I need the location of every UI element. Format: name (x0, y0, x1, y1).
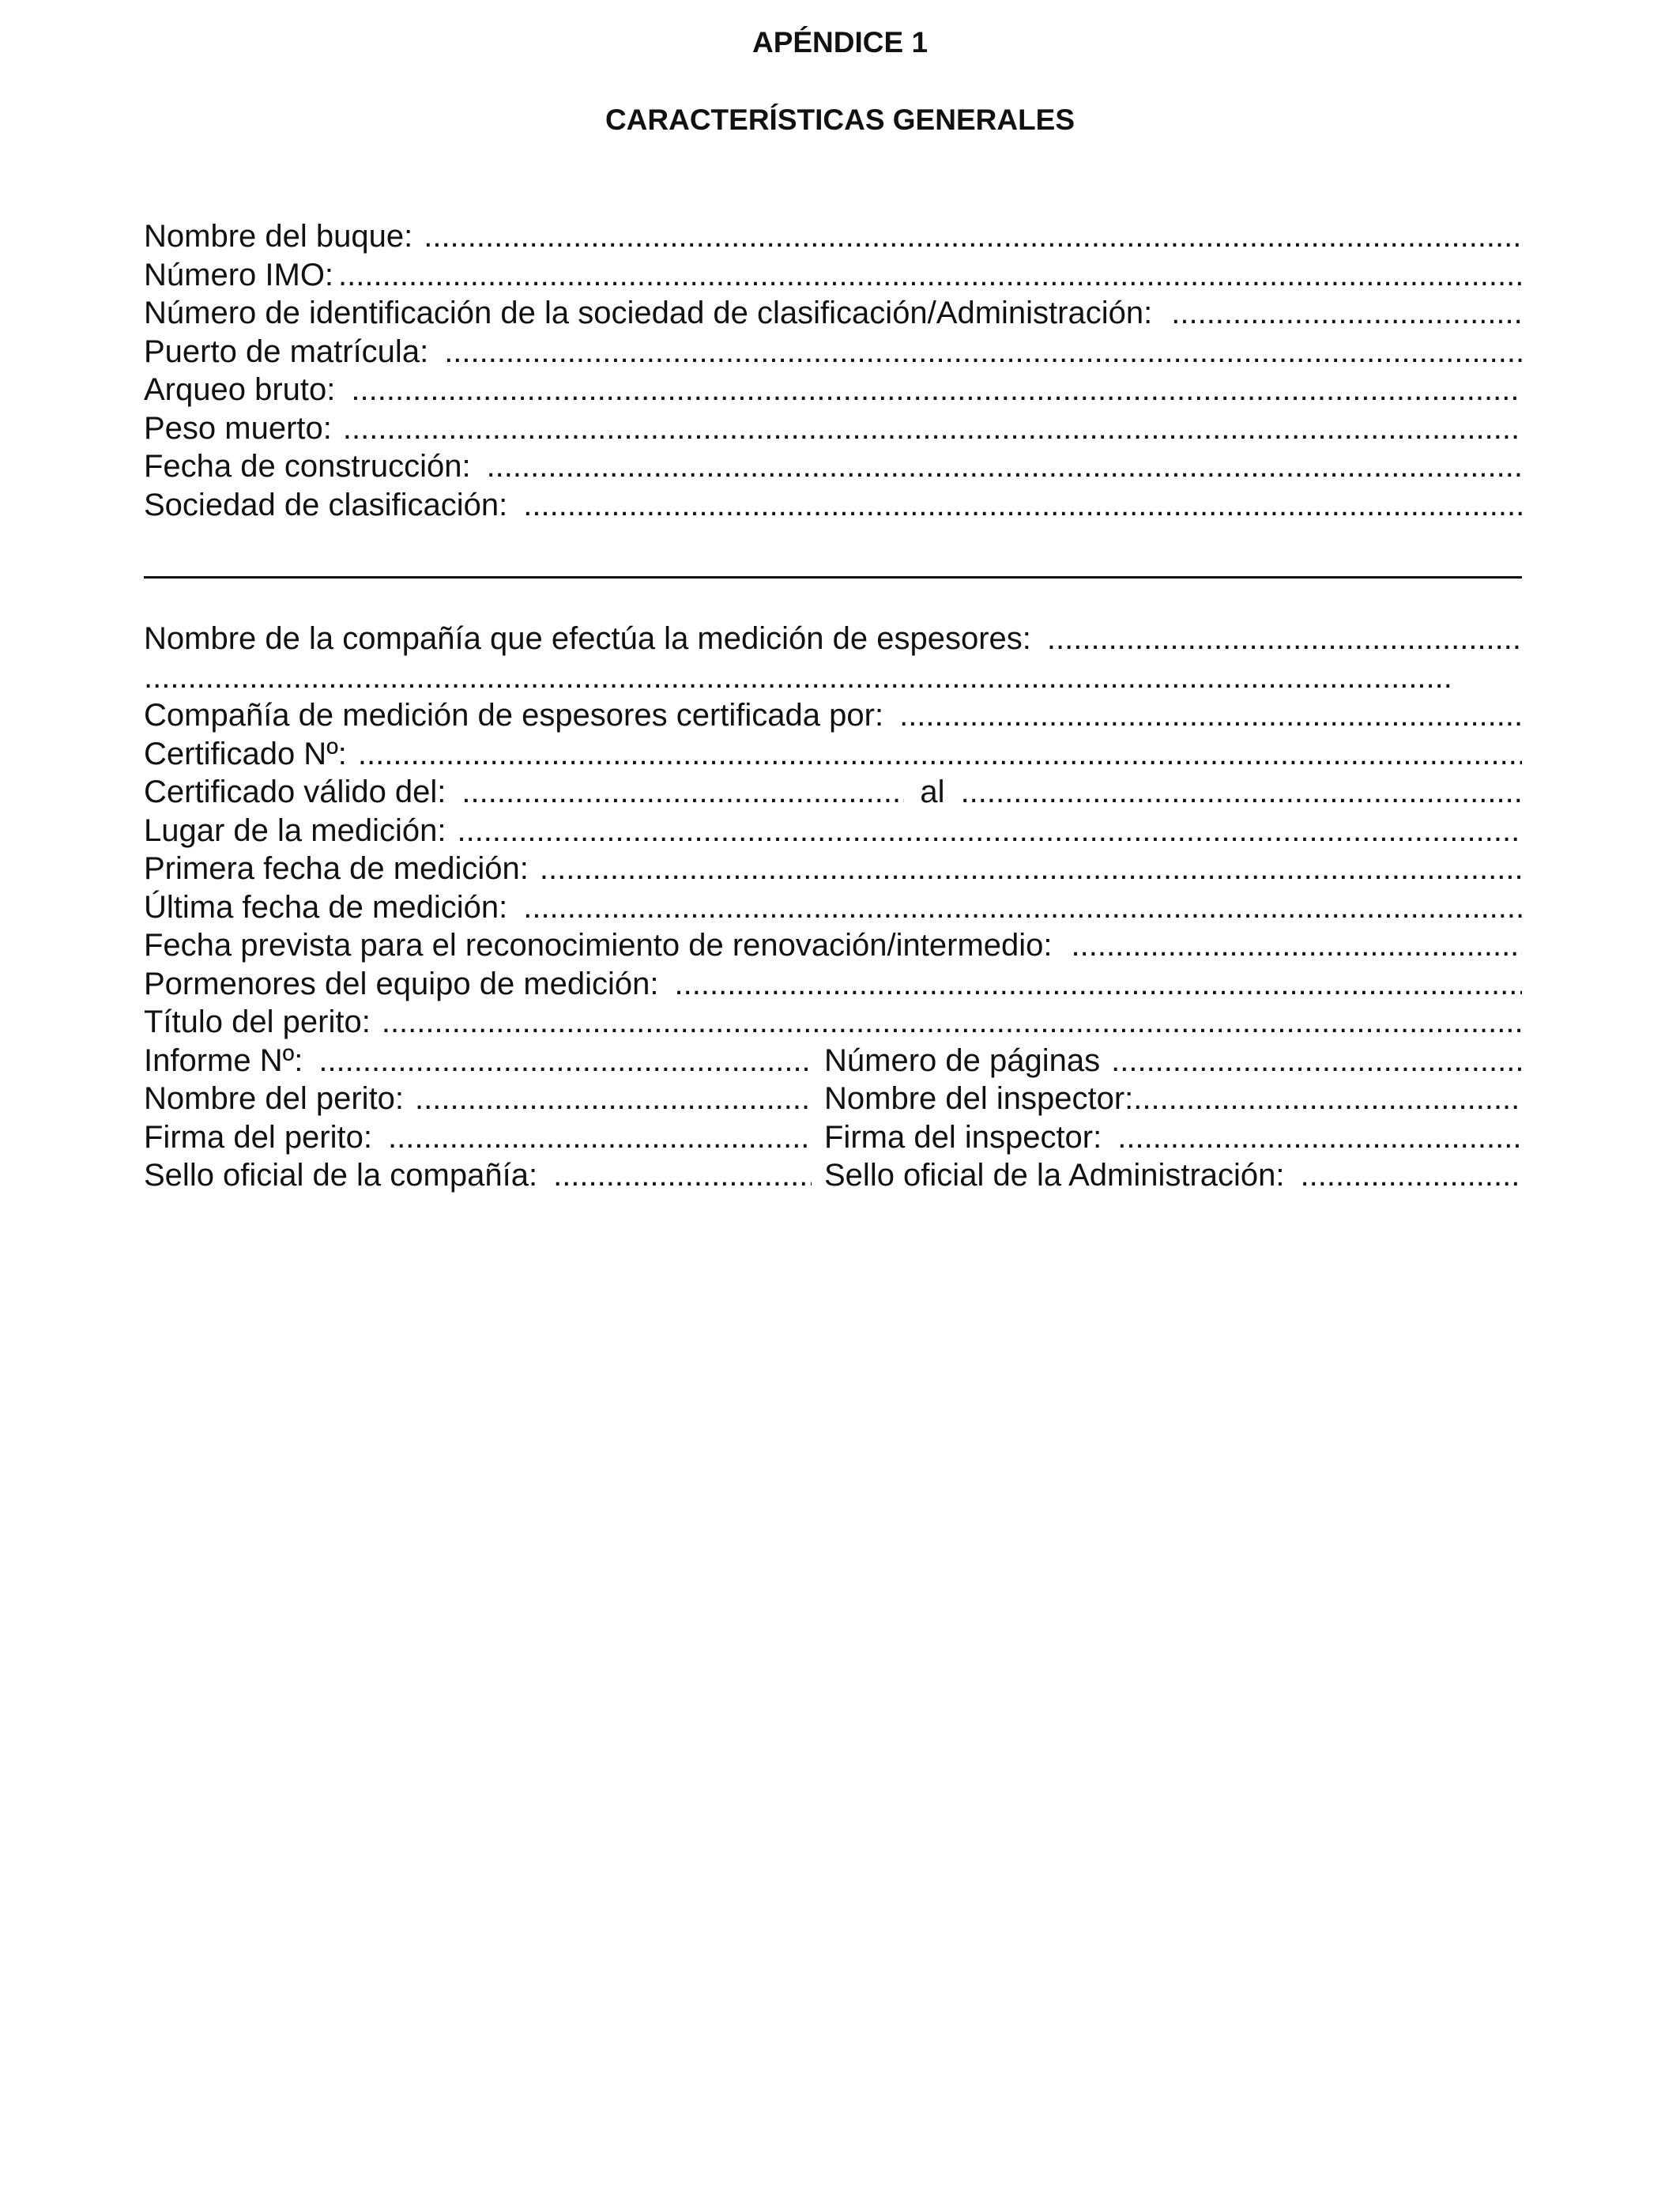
fill-in-line[interactable] (382, 1003, 1522, 1042)
field-label: Certificado Nº: (144, 736, 347, 771)
field-class-society (144, 486, 1522, 525)
fill-in-line[interactable] (415, 1080, 812, 1118)
field-certificate-validity (144, 773, 1522, 812)
page-subtitle: CARACTERÍSTICAS GENERALES (605, 104, 1075, 136)
fill-in-line[interactable] (1133, 1080, 1522, 1118)
fill-in-line[interactable] (1111, 1042, 1522, 1080)
fill-in-line[interactable] (318, 1042, 812, 1080)
fill-in-line[interactable] (388, 1118, 812, 1157)
fill-in-line[interactable] (444, 333, 1522, 371)
field-label: Certificado válido del: (144, 775, 446, 809)
fill-in-line[interactable] (351, 371, 1522, 409)
fill-in-line[interactable] (1047, 620, 1522, 658)
field-deadweight (144, 409, 1522, 448)
page-title: APÉNDICE 1 (751, 26, 929, 58)
fill-in-line[interactable] (1171, 294, 1522, 333)
field-label: Número de páginas (824, 1042, 1101, 1078)
fill-in-line[interactable] (523, 888, 1522, 927)
field-label: Nombre del buque: (144, 219, 413, 254)
field-survey-due-date (144, 926, 1522, 965)
fill-in-line[interactable] (358, 735, 1522, 774)
fill-in-line[interactable] (675, 965, 1522, 1004)
field-class-id-number (144, 294, 1522, 333)
field-inspector-signature (824, 1118, 1522, 1157)
field-certified-by (144, 696, 1522, 735)
field-label: Puerto de matrícula: (144, 334, 429, 369)
fill-in-line[interactable] (540, 850, 1522, 888)
field-label: Firma del perito: (144, 1119, 372, 1155)
fill-in-line[interactable] (899, 696, 1522, 735)
field-company-seal (144, 1156, 812, 1195)
field-gross-tonnage (144, 371, 1522, 409)
fill-in-line[interactable] (1301, 1156, 1522, 1195)
field-number-of-pages (824, 1042, 1522, 1080)
field-build-date (144, 447, 1522, 486)
fill-in-line[interactable] (144, 658, 1454, 697)
fill-in-line[interactable] (1117, 1118, 1522, 1157)
field-label: Sello oficial de la compañía: (144, 1158, 538, 1193)
field-administration-seal (824, 1156, 1522, 1195)
field-label: Firma del inspector: (824, 1119, 1102, 1155)
field-imo-number (144, 256, 1522, 295)
fill-in-line[interactable] (961, 773, 1522, 812)
field-label: Número IMO: (144, 257, 334, 292)
field-label: Título del perito: (144, 1005, 371, 1039)
field-ship-name (144, 217, 1522, 256)
field-label: Última fecha de medición: (144, 889, 508, 925)
field-label: Fecha de construcción: (144, 449, 471, 484)
fill-in-line[interactable] (424, 217, 1522, 256)
field-measurement-place (144, 812, 1522, 850)
field-label: Sociedad de clasificación: (144, 487, 508, 522)
field-signatures (144, 1118, 1522, 1157)
field-label: Pormenores del equipo de medición: (144, 966, 659, 1001)
fill-in-line[interactable] (338, 256, 1522, 295)
field-equipment-details (144, 965, 1522, 1004)
section-divider (144, 576, 1522, 579)
field-port-of-registry (144, 333, 1522, 371)
fill-in-line[interactable] (461, 773, 904, 812)
fill-in-line[interactable] (523, 486, 1522, 525)
field-report-number (144, 1042, 812, 1080)
measurement-details-section (144, 620, 1522, 1195)
field-surveyor-signature (144, 1118, 812, 1157)
field-label: Lugar de la medición: (144, 812, 446, 848)
field-first-measurement-date (144, 850, 1522, 888)
field-label: Informe Nº: (144, 1042, 303, 1078)
fill-in-line[interactable] (1072, 926, 1522, 965)
field-seals (144, 1156, 1522, 1195)
field-label: Peso muerto: (144, 410, 332, 446)
field-label: Nombre de la compañía que efectúa la medición de espesores: (144, 621, 1031, 656)
fill-in-line[interactable] (457, 812, 1522, 850)
field-label: Nombre del perito: (144, 1081, 405, 1116)
field-names (144, 1080, 1522, 1118)
field-last-measurement-date (144, 888, 1522, 927)
field-surveyor-name (144, 1080, 812, 1118)
field-label: Sello oficial de la Administración: (824, 1158, 1285, 1193)
fill-in-line[interactable] (487, 447, 1522, 486)
field-label: Fecha prevista para el reconocimiento de renovación/intermedio: (144, 928, 1053, 963)
field-label: al (920, 775, 945, 809)
field-label: Primera fecha de medición: (144, 851, 529, 886)
field-certificate-number (144, 735, 1522, 774)
field-measuring-company (144, 620, 1522, 658)
field-report-number-and-pages (144, 1042, 1522, 1080)
field-measuring-company-continuation (144, 658, 1522, 697)
field-label: Compañía de medición de espesores certificada por: (144, 698, 884, 733)
field-label: Arqueo bruto: (144, 372, 336, 407)
field-surveyor-title (144, 1003, 1522, 1042)
ship-details-section (144, 217, 1522, 524)
fill-in-line[interactable] (553, 1156, 812, 1195)
fill-in-line[interactable] (343, 409, 1522, 448)
field-inspector-name (824, 1080, 1522, 1118)
field-label: Número de identificación de la sociedad de clasificación/Administración: (144, 296, 1153, 330)
field-label: Nombre del inspector: (824, 1081, 1134, 1116)
